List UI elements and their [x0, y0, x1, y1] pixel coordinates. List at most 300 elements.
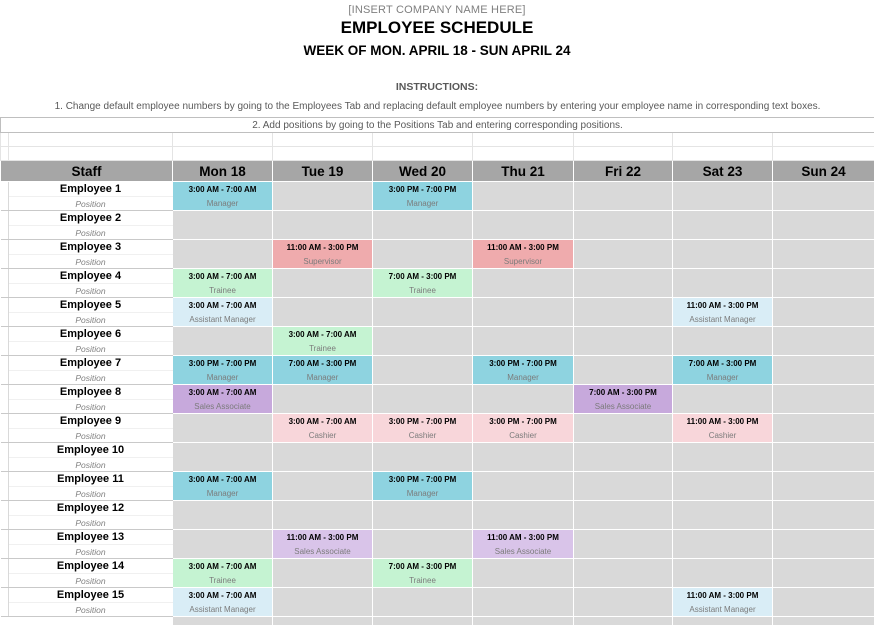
- empty-schedule-cell[interactable]: [773, 429, 874, 443]
- empty-schedule-cell[interactable]: [673, 501, 773, 516]
- employee-name-cell[interactable]: Employee 12: [9, 501, 173, 516]
- empty-schedule-cell[interactable]: [673, 342, 773, 356]
- shift-position-cell[interactable]: Supervisor: [473, 255, 574, 269]
- empty-schedule-cell[interactable]: [574, 617, 673, 625]
- shift-time-cell[interactable]: 11:00 AM - 3:00 PM: [473, 530, 574, 545]
- blank-cell[interactable]: [173, 133, 273, 147]
- blank-cell[interactable]: [673, 133, 773, 147]
- shift-time-cell[interactable]: 7:00 AM - 3:00 PM: [373, 559, 473, 574]
- empty-schedule-cell[interactable]: [574, 516, 673, 530]
- blank-row: [1, 147, 874, 161]
- blank-cell[interactable]: [273, 147, 373, 161]
- shift-time-cell[interactable]: 3:00 AM - 7:00 AM: [173, 182, 273, 197]
- position-label-cell[interactable]: Position: [9, 342, 173, 356]
- shift-position-cell[interactable]: Cashier: [273, 429, 373, 443]
- empty-schedule-cell[interactable]: [574, 342, 673, 356]
- empty-schedule-cell[interactable]: [673, 226, 773, 240]
- position-label-cell[interactable]: Position: [9, 429, 173, 443]
- empty-schedule-cell[interactable]: [773, 574, 874, 588]
- empty-schedule-cell[interactable]: [373, 298, 473, 313]
- empty-schedule-cell[interactable]: [673, 182, 773, 197]
- position-label-cell[interactable]: Position: [9, 197, 173, 211]
- blank-cell[interactable]: [373, 147, 473, 161]
- shift-position-cell[interactable]: Manager: [473, 371, 574, 385]
- employee-name-cell[interactable]: Employee 3: [9, 240, 173, 255]
- schedule-table: [0, 96, 874, 625]
- empty-schedule-cell[interactable]: [373, 516, 473, 530]
- row-edge-cell: [1, 211, 9, 240]
- empty-schedule-cell[interactable]: [773, 516, 874, 530]
- empty-schedule-cell[interactable]: [373, 530, 473, 545]
- empty-schedule-cell[interactable]: [673, 545, 773, 559]
- empty-schedule-cell[interactable]: [673, 443, 773, 458]
- row-edge-cell: [1, 530, 9, 559]
- blank-cell[interactable]: [173, 147, 273, 161]
- shift-time-cell[interactable]: 3:00 AM - 7:00 AM: [173, 472, 273, 487]
- empty-schedule-cell[interactable]: [473, 443, 574, 458]
- shift-time-cell[interactable]: 3:00 PM - 7:00 PM: [373, 182, 473, 197]
- empty-schedule-cell[interactable]: [673, 559, 773, 574]
- empty-schedule-cell[interactable]: [773, 327, 874, 342]
- empty-schedule-cell[interactable]: [574, 356, 673, 371]
- empty-schedule-cell[interactable]: [673, 284, 773, 298]
- empty-schedule-cell[interactable]: [673, 574, 773, 588]
- empty-schedule-cell[interactable]: [673, 458, 773, 472]
- empty-schedule-cell[interactable]: [173, 240, 273, 255]
- shift-position-cell[interactable]: Trainee: [373, 284, 473, 298]
- shift-position-cell[interactable]: Manager: [673, 371, 773, 385]
- empty-schedule-cell[interactable]: [773, 269, 874, 284]
- position-label-cell[interactable]: Position: [9, 603, 173, 617]
- empty-schedule-cell[interactable]: [473, 313, 574, 327]
- empty-schedule-cell[interactable]: [773, 458, 874, 472]
- position-label-cell[interactable]: Position: [9, 545, 173, 559]
- shift-position-cell[interactable]: Assistant Manager: [173, 313, 273, 327]
- empty-schedule-cell[interactable]: [773, 472, 874, 487]
- position-label-cell[interactable]: Position: [9, 371, 173, 385]
- page-title: EMPLOYEE SCHEDULE: [340, 18, 534, 37]
- instruction-row-2: [1, 118, 874, 133]
- empty-schedule-cell[interactable]: [773, 400, 874, 414]
- empty-schedule-cell[interactable]: [473, 211, 574, 226]
- empty-schedule-cell[interactable]: [473, 385, 574, 400]
- empty-schedule-cell[interactable]: [574, 313, 673, 327]
- employee-name-cell[interactable]: Employee 14: [9, 559, 173, 574]
- empty-schedule-cell[interactable]: [473, 487, 574, 501]
- row-edge-cell: [1, 559, 9, 588]
- shift-time-cell[interactable]: 3:00 AM - 7:00 AM: [173, 298, 273, 313]
- shift-time-cell[interactable]: 3:00 PM - 7:00 PM: [173, 356, 273, 371]
- empty-schedule-cell[interactable]: [173, 255, 273, 269]
- empty-schedule-cell[interactable]: [673, 269, 773, 284]
- blank-cell[interactable]: [673, 147, 773, 161]
- shift-position-cell[interactable]: Trainee: [173, 284, 273, 298]
- cutoff-row: [1, 617, 874, 625]
- empty-schedule-cell[interactable]: [773, 414, 874, 429]
- employee-name-cell[interactable]: Employee 2: [9, 211, 173, 226]
- shift-position-cell[interactable]: Manager: [273, 371, 373, 385]
- empty-schedule-cell[interactable]: [273, 284, 373, 298]
- shift-time-cell[interactable]: 11:00 AM - 3:00 PM: [673, 298, 773, 313]
- empty-schedule-cell[interactable]: [574, 588, 673, 603]
- blank-cell[interactable]: [9, 147, 173, 161]
- empty-schedule-cell[interactable]: [773, 313, 874, 327]
- shift-position-cell[interactable]: Trainee: [373, 574, 473, 588]
- shift-position-cell[interactable]: Cashier: [373, 429, 473, 443]
- shift-position-cell[interactable]: Manager: [373, 487, 473, 501]
- empty-schedule-cell[interactable]: [173, 327, 273, 342]
- empty-schedule-cell[interactable]: [173, 516, 273, 530]
- empty-schedule-cell[interactable]: [273, 443, 373, 458]
- empty-schedule-cell[interactable]: [773, 385, 874, 400]
- blank-cell[interactable]: [574, 133, 673, 147]
- empty-schedule-cell[interactable]: [773, 487, 874, 501]
- empty-schedule-cell[interactable]: [773, 182, 874, 197]
- shift-position-cell[interactable]: Sales Associate: [273, 545, 373, 559]
- empty-schedule-cell[interactable]: [373, 211, 473, 226]
- empty-schedule-cell[interactable]: [273, 211, 373, 226]
- empty-schedule-cell[interactable]: [473, 516, 574, 530]
- empty-schedule-cell[interactable]: [373, 356, 473, 371]
- empty-schedule-cell[interactable]: [473, 327, 574, 342]
- empty-schedule-cell[interactable]: [574, 429, 673, 443]
- shift-time-cell[interactable]: 3:00 PM - 7:00 PM: [473, 414, 574, 429]
- empty-schedule-cell[interactable]: [373, 617, 473, 625]
- row-edge-cell: [1, 414, 9, 443]
- empty-schedule-cell[interactable]: [673, 617, 773, 625]
- blank-cell[interactable]: [473, 133, 574, 147]
- shift-position-cell[interactable]: Manager: [173, 487, 273, 501]
- blank-cell[interactable]: [574, 147, 673, 161]
- empty-schedule-cell[interactable]: [574, 327, 673, 342]
- empty-schedule-cell[interactable]: [373, 255, 473, 269]
- empty-schedule-cell[interactable]: [273, 501, 373, 516]
- empty-schedule-cell[interactable]: [273, 400, 373, 414]
- empty-schedule-cell[interactable]: [673, 385, 773, 400]
- empty-schedule-cell[interactable]: [473, 269, 574, 284]
- row-edge-cell: [1, 182, 9, 211]
- empty-schedule-cell[interactable]: [574, 211, 673, 226]
- empty-schedule-cell[interactable]: [773, 226, 874, 240]
- empty-schedule-cell[interactable]: [473, 400, 574, 414]
- empty-schedule-cell[interactable]: [473, 197, 574, 211]
- empty-schedule-cell[interactable]: [273, 603, 373, 617]
- empty-schedule-cell[interactable]: [273, 472, 373, 487]
- shift-time-cell[interactable]: 11:00 AM - 3:00 PM: [673, 414, 773, 429]
- empty-schedule-cell[interactable]: [273, 298, 373, 313]
- empty-schedule-cell[interactable]: [173, 530, 273, 545]
- empty-schedule-cell[interactable]: [773, 530, 874, 545]
- empty-schedule-cell[interactable]: [574, 487, 673, 501]
- empty-schedule-cell[interactable]: [273, 487, 373, 501]
- empty-schedule-cell[interactable]: [574, 603, 673, 617]
- empty-schedule-cell[interactable]: [773, 356, 874, 371]
- empty-schedule-cell[interactable]: [773, 559, 874, 574]
- position-label-cell[interactable]: Position: [9, 400, 173, 414]
- empty-schedule-cell[interactable]: [273, 458, 373, 472]
- empty-schedule-cell[interactable]: [273, 226, 373, 240]
- empty-schedule-cell[interactable]: [574, 197, 673, 211]
- empty-schedule-cell[interactable]: [673, 516, 773, 530]
- employee-name-cell[interactable]: Employee 7: [9, 356, 173, 371]
- empty-schedule-cell[interactable]: [773, 588, 874, 603]
- empty-schedule-cell[interactable]: [373, 443, 473, 458]
- schedule-header-row: [1, 161, 874, 182]
- position-label-cell[interactable]: Position: [9, 458, 173, 472]
- shift-time-cell[interactable]: 11:00 AM - 3:00 PM: [273, 530, 373, 545]
- shift-time-cell[interactable]: 3:00 PM - 7:00 PM: [473, 356, 574, 371]
- shift-position-cell[interactable]: Trainee: [273, 342, 373, 356]
- empty-schedule-cell[interactable]: [273, 313, 373, 327]
- employee-name-cell[interactable]: Employee 8: [9, 385, 173, 400]
- position-label-cell[interactable]: Position: [9, 516, 173, 530]
- empty-schedule-cell[interactable]: [773, 298, 874, 313]
- row-edge-cell: [1, 588, 9, 617]
- empty-schedule-cell[interactable]: [673, 211, 773, 226]
- empty-schedule-cell[interactable]: [574, 530, 673, 545]
- empty-schedule-cell[interactable]: [373, 400, 473, 414]
- shift-time-cell[interactable]: 3:00 AM - 7:00 AM: [273, 414, 373, 429]
- column-header-tue-19: Tue 19: [273, 161, 373, 182]
- empty-schedule-cell[interactable]: [473, 284, 574, 298]
- empty-schedule-cell[interactable]: [373, 603, 473, 617]
- empty-schedule-cell[interactable]: [173, 226, 273, 240]
- shift-position-cell[interactable]: Cashier: [673, 429, 773, 443]
- blank-cell[interactable]: [1, 147, 9, 161]
- empty-schedule-cell[interactable]: [373, 545, 473, 559]
- empty-schedule-cell[interactable]: [673, 487, 773, 501]
- blank-cell[interactable]: [1, 617, 9, 625]
- shift-time-cell[interactable]: 11:00 AM - 3:00 PM: [673, 588, 773, 603]
- empty-schedule-cell[interactable]: [473, 574, 574, 588]
- employee-name-cell[interactable]: Employee 10: [9, 443, 173, 458]
- company-name-placeholder: [INSERT COMPANY NAME HERE]: [348, 4, 526, 16]
- empty-schedule-cell[interactable]: [373, 313, 473, 327]
- empty-schedule-cell[interactable]: [473, 298, 574, 313]
- empty-schedule-cell[interactable]: [673, 255, 773, 269]
- empty-schedule-cell[interactable]: [773, 501, 874, 516]
- employee-name-cell[interactable]: Employee 6: [9, 327, 173, 342]
- empty-schedule-cell[interactable]: [673, 472, 773, 487]
- empty-schedule-cell[interactable]: [574, 414, 673, 429]
- blank-cell[interactable]: [373, 133, 473, 147]
- empty-schedule-cell[interactable]: [273, 574, 373, 588]
- row-edge-cell: [1, 501, 9, 530]
- empty-schedule-cell[interactable]: [173, 342, 273, 356]
- shift-position-cell[interactable]: Assistant Manager: [673, 603, 773, 617]
- row-edge-cell: [1, 240, 9, 269]
- empty-schedule-cell[interactable]: [173, 429, 273, 443]
- position-label-cell[interactable]: Position: [9, 226, 173, 240]
- blank-cell[interactable]: [473, 147, 574, 161]
- row-edge-cell: [1, 472, 9, 501]
- column-header-fri-22: Fri 22: [574, 161, 673, 182]
- blank-cell[interactable]: [773, 133, 874, 147]
- empty-schedule-cell[interactable]: [173, 545, 273, 559]
- empty-schedule-cell[interactable]: [473, 182, 574, 197]
- blank-cell[interactable]: [773, 147, 874, 161]
- shift-position-cell[interactable]: Manager: [173, 371, 273, 385]
- empty-schedule-cell[interactable]: [574, 559, 673, 574]
- instructions-label: INSTRUCTIONS:: [395, 81, 479, 93]
- empty-schedule-cell[interactable]: [773, 240, 874, 255]
- shift-time-cell[interactable]: 3:00 AM - 7:00 AM: [273, 327, 373, 342]
- empty-schedule-cell[interactable]: [574, 182, 673, 197]
- empty-schedule-cell[interactable]: [473, 603, 574, 617]
- empty-schedule-cell[interactable]: [273, 182, 373, 197]
- empty-schedule-cell[interactable]: [373, 371, 473, 385]
- blank-cell[interactable]: [1, 133, 9, 147]
- empty-schedule-cell[interactable]: [373, 385, 473, 400]
- shift-time-cell[interactable]: 11:00 AM - 3:00 PM: [273, 240, 373, 255]
- empty-schedule-cell[interactable]: [574, 458, 673, 472]
- blank-cell[interactable]: [9, 617, 173, 625]
- empty-schedule-cell[interactable]: [574, 226, 673, 240]
- empty-schedule-cell[interactable]: [574, 240, 673, 255]
- column-header-sun-24: Sun 24: [773, 161, 874, 182]
- empty-schedule-cell[interactable]: [574, 269, 673, 284]
- empty-schedule-cell[interactable]: [773, 443, 874, 458]
- empty-schedule-cell[interactable]: [273, 269, 373, 284]
- empty-schedule-cell[interactable]: [173, 501, 273, 516]
- empty-schedule-cell[interactable]: [173, 211, 273, 226]
- empty-schedule-cell[interactable]: [773, 211, 874, 226]
- empty-schedule-cell[interactable]: [373, 458, 473, 472]
- column-header-wed-20: Wed 20: [373, 161, 473, 182]
- row-edge-cell: [1, 269, 9, 298]
- shift-position-cell[interactable]: Manager: [173, 197, 273, 211]
- empty-schedule-cell[interactable]: [473, 226, 574, 240]
- empty-schedule-cell[interactable]: [473, 501, 574, 516]
- empty-schedule-cell[interactable]: [173, 617, 273, 625]
- empty-schedule-cell[interactable]: [773, 603, 874, 617]
- shift-time-cell[interactable]: 3:00 AM - 7:00 AM: [173, 559, 273, 574]
- empty-schedule-cell[interactable]: [673, 197, 773, 211]
- empty-schedule-cell[interactable]: [373, 327, 473, 342]
- empty-schedule-cell[interactable]: [273, 516, 373, 530]
- shift-time-cell[interactable]: 3:00 AM - 7:00 AM: [173, 588, 273, 603]
- empty-schedule-cell[interactable]: [673, 240, 773, 255]
- column-header-staff: Staff: [1, 161, 173, 182]
- shift-time-cell[interactable]: 7:00 AM - 3:00 PM: [373, 269, 473, 284]
- shift-position-cell[interactable]: Cashier: [473, 429, 574, 443]
- position-label-cell[interactable]: Position: [9, 313, 173, 327]
- shift-position-cell[interactable]: Manager: [373, 197, 473, 211]
- empty-schedule-cell[interactable]: [673, 327, 773, 342]
- instruction-row-1: [1, 96, 874, 118]
- row-edge-cell: [1, 327, 9, 356]
- employee-name-cell[interactable]: Employee 5: [9, 298, 173, 313]
- empty-schedule-cell[interactable]: [574, 284, 673, 298]
- shift-position-cell[interactable]: Assistant Manager: [173, 603, 273, 617]
- position-label-cell[interactable]: Position: [9, 574, 173, 588]
- employee-name-cell[interactable]: Employee 9: [9, 414, 173, 429]
- empty-schedule-cell[interactable]: [473, 617, 574, 625]
- schedule-body: [1, 182, 874, 625]
- shift-position-cell[interactable]: Sales Associate: [574, 400, 673, 414]
- empty-schedule-cell[interactable]: [273, 559, 373, 574]
- shift-position-cell[interactable]: Sales Associate: [173, 400, 273, 414]
- position-label-cell[interactable]: Position: [9, 284, 173, 298]
- employee-name-cell[interactable]: Employee 11: [9, 472, 173, 487]
- employee-name-cell[interactable]: Employee 1: [9, 182, 173, 197]
- empty-schedule-cell[interactable]: [173, 414, 273, 429]
- empty-schedule-cell[interactable]: [473, 342, 574, 356]
- empty-schedule-cell[interactable]: [173, 458, 273, 472]
- row-edge-cell: [1, 443, 9, 472]
- empty-schedule-cell[interactable]: [273, 385, 373, 400]
- instruction-1: 1. Change default employee numbers by going to the Employees Tab and replacing default employee numbers by entering your employee name in corresponding text boxes.: [1, 96, 874, 118]
- week-range: WEEK OF MON. APRIL 18 - SUN APRIL 24: [303, 43, 571, 58]
- empty-schedule-cell[interactable]: [273, 197, 373, 211]
- shift-time-cell[interactable]: 3:00 PM - 7:00 PM: [373, 414, 473, 429]
- employee-name-cell[interactable]: Employee 4: [9, 269, 173, 284]
- position-label-cell[interactable]: Position: [9, 255, 173, 269]
- shift-time-cell[interactable]: 7:00 AM - 3:00 PM: [673, 356, 773, 371]
- empty-schedule-cell[interactable]: [673, 400, 773, 414]
- empty-schedule-cell[interactable]: [574, 443, 673, 458]
- shift-time-cell[interactable]: 7:00 AM - 3:00 PM: [273, 356, 373, 371]
- empty-schedule-cell[interactable]: [574, 371, 673, 385]
- empty-schedule-cell[interactable]: [773, 197, 874, 211]
- empty-schedule-cell[interactable]: [373, 240, 473, 255]
- employee-name-cell[interactable]: Employee 15: [9, 588, 173, 603]
- empty-schedule-cell[interactable]: [273, 617, 373, 625]
- empty-schedule-cell[interactable]: [273, 588, 373, 603]
- shift-position-cell[interactable]: Assistant Manager: [673, 313, 773, 327]
- title-block: [0, 0, 874, 93]
- shift-position-cell[interactable]: Trainee: [173, 574, 273, 588]
- shift-time-cell[interactable]: 3:00 AM - 7:00 AM: [173, 269, 273, 284]
- shift-position-cell[interactable]: Sales Associate: [473, 545, 574, 559]
- empty-schedule-cell[interactable]: [773, 371, 874, 385]
- empty-schedule-cell[interactable]: [773, 342, 874, 356]
- shift-time-cell[interactable]: 3:00 AM - 7:00 AM: [173, 385, 273, 400]
- empty-schedule-cell[interactable]: [773, 617, 874, 625]
- empty-schedule-cell[interactable]: [773, 284, 874, 298]
- empty-schedule-cell[interactable]: [574, 545, 673, 559]
- empty-schedule-cell[interactable]: [173, 443, 273, 458]
- empty-schedule-cell[interactable]: [574, 255, 673, 269]
- shift-position-cell[interactable]: Supervisor: [273, 255, 373, 269]
- shift-time-cell[interactable]: 3:00 PM - 7:00 PM: [373, 472, 473, 487]
- empty-schedule-cell[interactable]: [473, 458, 574, 472]
- employee-name-cell[interactable]: Employee 13: [9, 530, 173, 545]
- empty-schedule-cell[interactable]: [473, 588, 574, 603]
- empty-schedule-cell[interactable]: [574, 501, 673, 516]
- empty-schedule-cell[interactable]: [473, 472, 574, 487]
- empty-schedule-cell[interactable]: [574, 298, 673, 313]
- empty-schedule-cell[interactable]: [574, 574, 673, 588]
- empty-schedule-cell[interactable]: [673, 530, 773, 545]
- blank-cell[interactable]: [273, 133, 373, 147]
- empty-schedule-cell[interactable]: [373, 501, 473, 516]
- shift-time-cell[interactable]: 11:00 AM - 3:00 PM: [473, 240, 574, 255]
- shift-time-cell[interactable]: 7:00 AM - 3:00 PM: [574, 385, 673, 400]
- empty-schedule-cell[interactable]: [373, 588, 473, 603]
- empty-schedule-cell[interactable]: [373, 226, 473, 240]
- empty-schedule-cell[interactable]: [473, 559, 574, 574]
- empty-schedule-cell[interactable]: [373, 342, 473, 356]
- blank-cell[interactable]: [9, 133, 173, 147]
- empty-schedule-cell[interactable]: [773, 545, 874, 559]
- empty-schedule-cell[interactable]: [574, 472, 673, 487]
- instruction-2: 2. Add positions by going to the Positions Tab and entering corresponding positions.: [1, 118, 874, 133]
- column-header-mon-18: Mon 18: [173, 161, 273, 182]
- row-edge-cell: [1, 298, 9, 327]
- empty-schedule-cell[interactable]: [773, 255, 874, 269]
- position-label-cell[interactable]: Position: [9, 487, 173, 501]
